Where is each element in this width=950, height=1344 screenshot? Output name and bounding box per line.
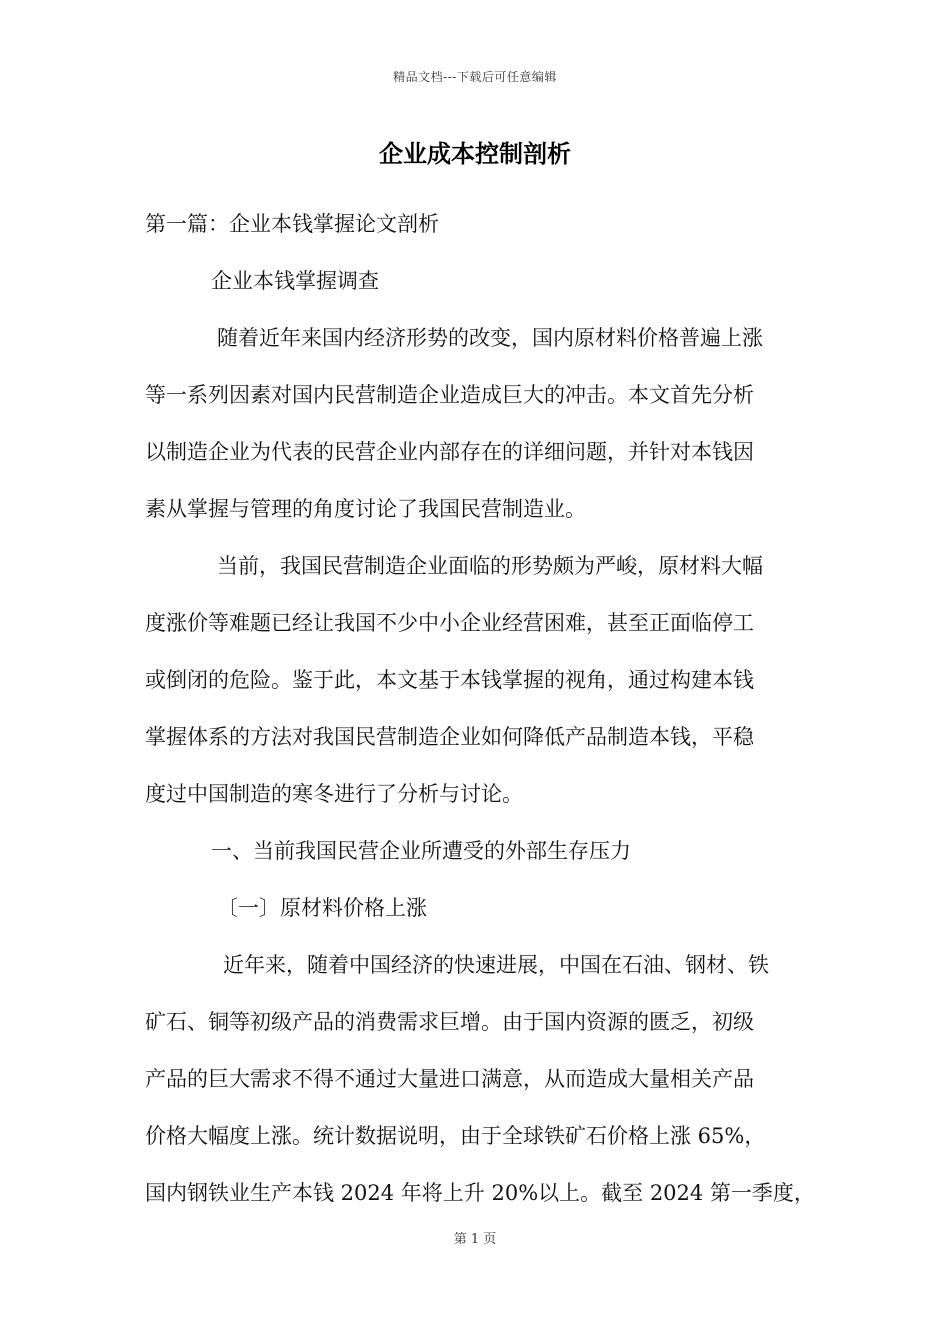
- section-heading: 第一篇：企业本钱掌握论文剖析: [145, 212, 439, 236]
- paragraph-line: 矿石、铜等初级产品的消费需求巨增。由于国内资源的匮乏，初级: [145, 1010, 754, 1034]
- paragraph-line: 随着近年来国内经济形势的改变，国内原材料价格普遍上涨: [217, 326, 763, 350]
- paragraph-line: 或倒闭的危险。鉴于此，本文基于本钱掌握的视角，通过构建本钱: [145, 668, 754, 692]
- document-body: [145, 196, 815, 1222]
- section-heading: 一、当前我国民营企业所遭受的外部生存压力: [211, 839, 631, 863]
- paragraph-line: 掌握体系的方法对我国民营制造企业如何降低产品制造本钱，平稳: [145, 725, 754, 749]
- paragraph-line: 国内钢铁业生产本钱 2024 年将上升 20%以上。截至 2024 第一季度，: [145, 1181, 815, 1205]
- paragraph-line: 价格大幅度上涨。统计数据说明，由于全球铁矿石价格上涨 65%，: [145, 1124, 766, 1148]
- header-note: 精品文档---下载后可任意编辑: [393, 70, 557, 84]
- paragraph-line: 度过中国制造的寒冬进行了分析与讨论。: [145, 782, 523, 806]
- paragraph-line: 以制造企业为代表的民营企业内部存在的详细问题，并针对本钱因: [145, 440, 754, 464]
- paragraph-line: 度涨价等难题已经让我国不少中小企业经营困难，甚至正面临停工: [145, 611, 754, 635]
- paragraph-line: 产品的巨大需求不得不通过大量进口满意，从而造成大量相关产品: [145, 1067, 754, 1091]
- subsection-heading: 〔一〕原材料价格上涨: [217, 896, 427, 920]
- paragraph-line: 近年来，随着中国经济的快速进展，中国在石油、钢材、铁: [223, 953, 769, 977]
- page-number: 第 1 页: [453, 1232, 497, 1247]
- document-title: 企业成本控制剖析: [379, 139, 571, 168]
- paragraph-line: 当前，我国民营制造企业面临的形势颇为严峻，原材料大幅: [217, 554, 763, 578]
- subheading: 企业本钱掌握调查: [211, 269, 379, 293]
- paragraph-line: 素从掌握与管理的角度讨论了我国民营制造业。: [145, 497, 586, 521]
- paragraph-line: 等一系列因素对国内民营制造企业造成巨大的冲击。本文首先分析: [145, 383, 754, 407]
